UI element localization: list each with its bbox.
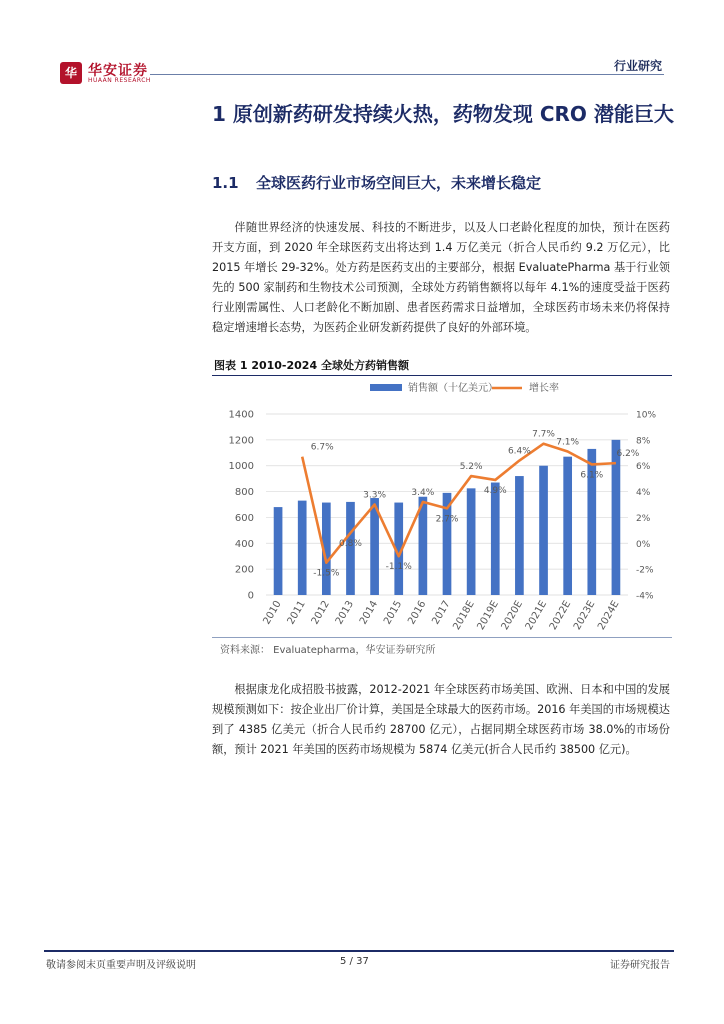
bar <box>539 466 548 595</box>
x-tick-label: 2020E <box>499 599 525 633</box>
x-tick-label: 2015 <box>382 599 405 627</box>
y-tick-right: -4% <box>636 591 654 602</box>
growth-data-label: 5.2% <box>459 462 483 473</box>
chart-container <box>216 377 672 637</box>
y-tick-left: 600 <box>234 512 254 524</box>
x-tick-label: 2024E <box>596 599 622 633</box>
company-seal-logo: 华 <box>60 62 82 84</box>
bar <box>274 507 283 595</box>
growth-data-label: 4.9% <box>483 485 507 496</box>
body-paragraph-2: 根据康龙化成招股书披露，2012-2021 年全球医药市场美国、欧洲、日本和中国的发展规模预测如下：按企业出厂价计算，美国是全球最大的医药市场。2016 年美国的市场规模达到了 4385 亿美元（折合人民币约 28700 亿元），占据同期全球医药市场 38.0%的市场份额，预计 2021 年美国的医药市场规模为 5874 亿美元(折合人民币约 38500 亿元)。 <box>212 683 670 756</box>
subsection-text: 全球医药行业市场空间巨大，未来增长稳定 <box>256 174 542 192</box>
figure-title: 图表 1 2010-2024 全球处方药销售额 <box>214 359 409 372</box>
x-tick-label: 2022E <box>547 599 574 633</box>
section-title: 1 原创新药研发持续火热，药物发现 CRO 潜能巨大 <box>212 102 674 126</box>
growth-data-label: -1.1% <box>385 562 412 573</box>
growth-data-label: 0.8% <box>339 538 362 549</box>
x-tick-label: 2019E <box>475 599 501 633</box>
figure-bottom-rule <box>212 637 672 638</box>
x-tick-label: 2021E <box>523 599 550 633</box>
legend-bar-label: 销售额（十亿美元） <box>408 383 498 394</box>
x-tick-label: 2011 <box>285 599 308 627</box>
growth-data-label: -1.5% <box>313 568 340 579</box>
y-tick-right: 8% <box>636 436 651 447</box>
footer-disclaimer: 敬请参阅末页重要声明及评级说明 <box>46 960 196 971</box>
company-logo-text: 华安证券 <box>88 63 148 79</box>
x-tick-label: 2023E <box>571 599 598 633</box>
bar <box>298 501 307 595</box>
x-tick-label: 2010 <box>261 599 284 627</box>
y-tick-left: 0 <box>247 590 254 602</box>
sales-growth-chart <box>216 377 672 637</box>
growth-data-label: 7.1% <box>556 437 580 448</box>
x-tick-label: 2014 <box>357 599 381 627</box>
company-logo-english: HUAAN RESEARCH <box>88 77 151 84</box>
bar <box>563 457 572 595</box>
y-tick-left: 1200 <box>228 435 254 447</box>
y-tick-left: 1400 <box>228 409 254 421</box>
y-tick-right: 0% <box>636 539 651 550</box>
x-tick-label: 2012 <box>309 599 332 627</box>
figure-top-rule <box>212 375 672 376</box>
footer-report-type: 证券研究报告 <box>610 960 670 971</box>
bar <box>491 483 500 595</box>
report-category-label: 行业研究 <box>613 59 662 73</box>
subsection-title <box>212 172 541 193</box>
growth-data-label: 3.4% <box>411 487 435 498</box>
x-tick-label: 2016 <box>406 599 429 627</box>
growth-data-label: 2.7% <box>435 514 459 525</box>
page-number: 5 / 37 <box>340 956 369 967</box>
y-tick-left: 800 <box>234 487 254 499</box>
figure-source: 资料来源： Evaluatepharma，华安证券研究所 <box>220 645 436 656</box>
legend-line-label: 增长率 <box>529 383 559 394</box>
header-divider <box>150 74 664 75</box>
y-tick-right: 10% <box>636 410 657 421</box>
growth-data-label: 6.4% <box>507 446 531 457</box>
bar <box>467 488 476 595</box>
footer-divider <box>44 950 674 952</box>
growth-data-label: 6.7% <box>310 442 334 453</box>
bar <box>515 476 524 595</box>
x-tick-label: 2013 <box>333 599 357 627</box>
subsection-number: 1.1 <box>212 174 239 192</box>
y-tick-left: 200 <box>234 564 254 576</box>
y-tick-right: 6% <box>636 462 651 473</box>
legend-bar-swatch <box>370 384 402 391</box>
growth-data-label: 3.3% <box>363 490 387 501</box>
y-tick-right: 4% <box>636 488 651 499</box>
growth-data-label: 6.2% <box>616 449 640 460</box>
y-tick-left: 400 <box>234 538 254 550</box>
growth-data-label: 6.1% <box>580 470 604 481</box>
body-paragraph-1: 伴随世界经济的快速发展、科技的不断进步，以及人口老龄化程度的加快，预计在医药开支方面，到 2020 年全球医药支出将达到 1.4 万亿美元（折合人民币约 9.2 万亿元），比 2015 年增长 29-32%。处方药是医药支出的主要部分，根据 EvaluatePharma 基于行业领先的 500 家制药和生物技术公司预测，全球处方药销售额将以每年 4.1%的速度受益于医药行业刚需属性、人口老龄化不断加剧、患者医药需求日益增加，全球医药市场未来仍将保持稳定增速增长态势，为医药企业研发新药提供了良好的外部环境。 <box>212 221 670 334</box>
growth-data-label: 7.7% <box>532 429 555 440</box>
y-tick-right: -2% <box>636 565 654 576</box>
y-tick-left: 1000 <box>228 461 254 473</box>
x-tick-label: 2017 <box>430 599 453 627</box>
x-tick-label: 2018E <box>451 599 477 633</box>
y-tick-right: 2% <box>636 513 651 524</box>
